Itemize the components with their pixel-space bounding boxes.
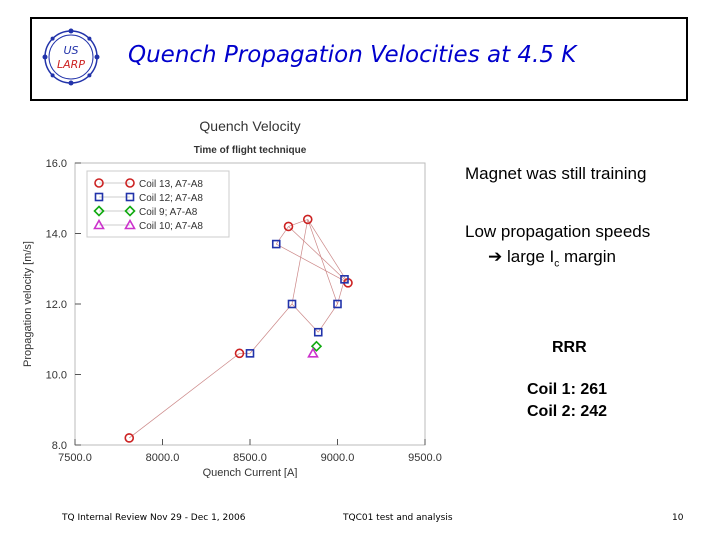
legend-label: Coil 13, A7-A8 — [139, 179, 203, 190]
slide-title: Quench Propagation Velocities at 4.5 K — [128, 42, 577, 68]
connector-line — [129, 353, 239, 438]
note-training: Magnet was still training — [465, 164, 647, 183]
connector-line — [308, 219, 338, 304]
chart-title: Quench Velocity — [199, 118, 301, 134]
page-number: 10 — [672, 513, 684, 523]
x-tick-label: 9500.0 — [408, 452, 442, 464]
legend-label: Coil 10; A7-A8 — [139, 221, 203, 232]
connector-line — [250, 304, 292, 353]
logo-text-bottom: LARP — [57, 58, 85, 71]
x-tick-label: 8500.0 — [233, 452, 267, 464]
legend-label: Coil 12; A7-A8 — [139, 193, 203, 204]
x-axis-label: Quench Current [A] — [202, 467, 298, 478]
us-larp-logo — [40, 26, 102, 88]
y-axis-label: Propagation velocity [m/s] — [22, 241, 34, 367]
note-coil2-rrr: Coil 2: 242 — [527, 403, 608, 420]
chart-legend — [87, 171, 229, 237]
footer-left: TQ Internal Review Nov 29 - Dec 1, 2006 — [62, 513, 246, 523]
x-tick-label: 8000.0 — [145, 452, 180, 464]
y-tick-label: 10.0 — [45, 369, 67, 382]
note-speeds-line2 — [488, 247, 616, 269]
y-tick-label: 12.0 — [45, 299, 67, 311]
x-tick-label: 9000.0 — [320, 452, 355, 464]
note-rrr-title: RRR — [552, 339, 587, 356]
right-arrow-icon: ➔ — [488, 247, 503, 266]
note-speeds-sub: c — [554, 258, 560, 270]
note-speeds-line1: Low propagation speeds — [465, 222, 651, 241]
note-coil1-rrr: Coil 1: 261 — [527, 381, 608, 398]
logo-text-top: US — [63, 44, 79, 57]
footer-center: TQC01 test and analysis — [343, 513, 453, 523]
y-tick-label: 16.0 — [45, 158, 67, 170]
y-tick-label: 8.0 — [51, 440, 67, 452]
connector-line — [276, 244, 348, 283]
y-tick-label: 14.0 — [45, 228, 67, 241]
note-speeds-line2-pre: large I — [502, 247, 555, 266]
quench-velocity-chart — [0, 108, 460, 478]
legend-label: Coil 9; A7-A8 — [139, 207, 198, 218]
note-speeds-line2-post: margin — [559, 247, 616, 266]
x-tick-label: 7500.0 — [58, 452, 92, 464]
chart-subtitle: Time of flight technique — [193, 145, 307, 156]
connector-line — [289, 226, 345, 279]
connector-line — [308, 219, 348, 282]
